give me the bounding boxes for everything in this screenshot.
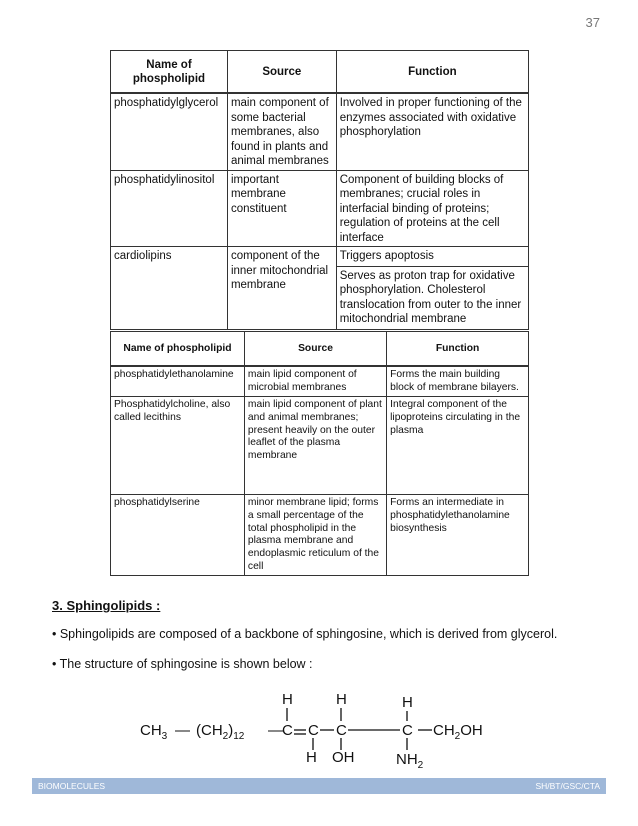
- cell-name: cardiolipins: [111, 247, 228, 330]
- bond-dash: —: [175, 722, 190, 739]
- ch3-label: $CH_3$: [140, 722, 168, 742]
- hydrogen-top-2: H: [336, 691, 347, 708]
- paragraph: • The structure of sphingosine is shown below :: [52, 657, 313, 671]
- cell-function: [336, 247, 528, 330]
- header-source: Source: [244, 332, 386, 367]
- table-row: [111, 170, 529, 247]
- cell-function: Component of building blocks of membranes; crucial roles in interfacial binding of proteins; regulation of proteins at the cell interface: [336, 170, 528, 247]
- cell-source: important membrane constituent: [227, 170, 336, 247]
- cell-function: Forms an intermediate in phosphatidylethanolamine biosynthesis: [387, 495, 529, 576]
- phospholipid-table-1: [110, 50, 529, 330]
- cell-function: Involved in proper functioning of the enzymes associated with oxidative phosphorylation: [336, 93, 528, 170]
- table-row: [111, 247, 529, 330]
- carbon-2: C: [308, 722, 319, 739]
- bond-dash: —: [268, 722, 283, 739]
- header-name: Name of phospholipid: [111, 51, 228, 94]
- chain-label: $(CH_2)_{12}$: [196, 722, 245, 742]
- table-header-row: [111, 51, 529, 94]
- hydrogen-top-3: H: [402, 694, 413, 711]
- amine-group: $NH_2$: [396, 751, 424, 771]
- cell-name: phosphatidylglycerol: [111, 93, 228, 170]
- footer-left-text: BIOMOLECULES: [38, 781, 106, 791]
- footer-bar: [32, 778, 606, 794]
- carbon-4: C: [402, 722, 413, 739]
- page-number: 37: [585, 15, 600, 30]
- cell-name: phosphatidylinositol: [111, 170, 228, 247]
- header-function: Function: [336, 51, 528, 94]
- function-line: Serves as proton trap for oxidative phosphorylation. Cholesterol translocation from outer to the inner mitochondrial membrane: [339, 269, 522, 325]
- function-line: Triggers apoptosis: [337, 247, 528, 267]
- cell-name: phosphatidylserine: [111, 495, 245, 576]
- table-row: [111, 495, 529, 576]
- cell-source: minor membrane lipid; forms a small percentage of the total phospholipid in the plasma membrane and endoplasmic reticulum of the cell: [244, 495, 386, 576]
- hydrogen-bottom: H: [306, 749, 317, 766]
- header-name: Name of phospholipid: [111, 332, 245, 367]
- table-row: [111, 93, 529, 170]
- cell-source: component of the inner mitochondrial membrane: [227, 247, 336, 330]
- table-header-row: [111, 332, 529, 367]
- cell-source: main lipid component of plant and animal membranes; present heavily on the outer leaflet of the plasma membrane: [244, 397, 386, 495]
- cell-name: phosphatidylethanolamine: [111, 366, 245, 397]
- cell-source: main component of some bacterial membranes, also found in plants and animal membranes: [227, 93, 336, 170]
- ch2oh-label: $CH_2OH$: [433, 722, 483, 742]
- section-heading: 3. Sphingolipids :: [52, 598, 161, 613]
- header-source: Source: [227, 51, 336, 94]
- table-row: [111, 397, 529, 495]
- carbon-1: C: [282, 722, 293, 739]
- hydroxyl-group: OH: [332, 749, 355, 766]
- sphingosine-structure: [140, 690, 500, 772]
- hydrogen-top-1: H: [282, 691, 293, 708]
- cell-source: main lipid component of microbial membranes: [244, 366, 386, 397]
- cell-function: Integral component of the lipoproteins circulating in the plasma: [387, 397, 529, 495]
- table-row: [111, 366, 529, 397]
- cell-function: Forms the main building block of membrane bilayers.: [387, 366, 529, 397]
- phospholipid-table-2: [110, 331, 529, 576]
- footer-right-text: SH/BT/GSC/CTA: [535, 781, 600, 791]
- header-function: Function: [387, 332, 529, 367]
- cell-name: Phosphatidylcholine, also called lecithins: [111, 397, 245, 495]
- carbon-3: C: [336, 722, 347, 739]
- paragraph: • Sphingolipids are composed of a backbone of sphingosine, which is derived from glycerol.: [52, 627, 558, 641]
